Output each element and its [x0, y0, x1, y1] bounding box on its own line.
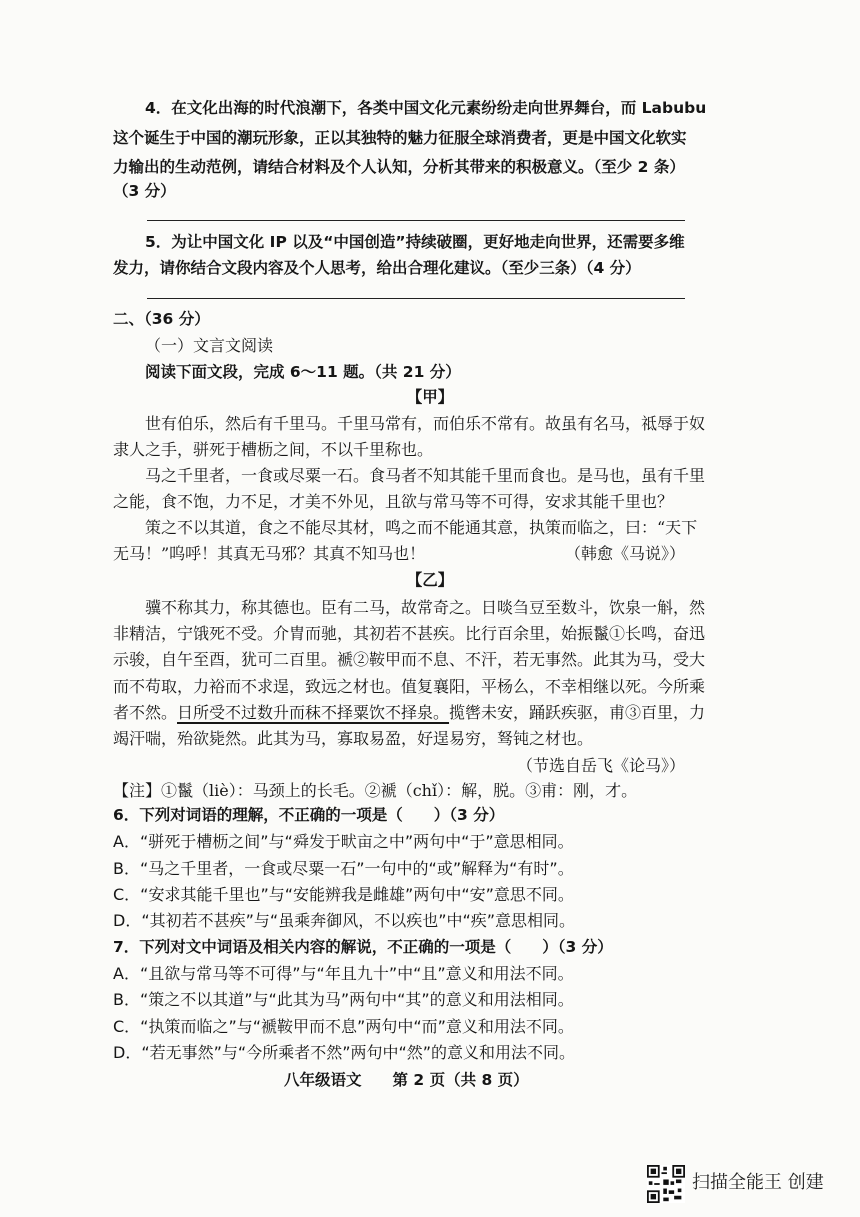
q6-stem: 6．下列对词语的理解，不正确的一项是（ ）（3 分） — [113, 806, 505, 824]
jia-line-5: 策之不以其道，食之不能尽其材，鸣之而不能通其意，执策而临之，曰：“天下 — [145, 518, 698, 537]
jia-source: （韩愈《马说》） — [564, 544, 685, 563]
page-footer: 八年级语文 第 2 页（共 8 页） — [284, 1071, 529, 1089]
jia-label: 【甲】 — [406, 388, 454, 406]
section-subheading: （一）文言文阅读 — [145, 336, 274, 355]
jia-line-1: 世有伯乐，然后有千里马。千里马常有，而伯乐不常有。故虽有名马，祗辱于奴 — [145, 414, 706, 433]
q7-option-c: C．“执策而临之”与“褫鞍甲而不息”两句中“而”意义和用法不同。 — [113, 1017, 574, 1036]
yi-underlined-sentence: 日所受不过数升而秣不择粟饮不择泉。 — [177, 703, 450, 722]
q5-line-2: 发力，请你结合文段内容及个人思考，给出合理化建议。（至少三条）（4 分） — [113, 259, 641, 277]
jia-line-2: 隶人之手，骈死于槽枥之间，不以千里称也。 — [113, 440, 434, 459]
q6-option-d: D．“其初若不甚疾”与“虽乘奔御风，不以疾也”中“疾”意思相同。 — [113, 911, 576, 930]
yi-source: （节选自岳飞《论马》） — [516, 756, 685, 775]
q4-answer-line — [147, 220, 685, 221]
q7-option-a: A．“且欲与常马等不可得”与“年且九十”中“且”意义和用法不同。 — [113, 964, 574, 983]
q6-option-c: C．“安求其能千里也”与“安能辨我是雌雄”两句中“安”意思不同。 — [113, 885, 574, 904]
yi-line-5-pre: 者不然。 — [113, 703, 178, 722]
jia-line-3: 马之千里者，一食或尽粟一石。食马者不知其能千里而食也。是马也，虽有千里 — [145, 466, 706, 485]
section-heading: 二、（36 分） — [113, 310, 210, 328]
yi-line-5-post: 揽辔未安，踊跃疾驱，甫③百里，力 — [449, 703, 706, 722]
jia-line-4: 之能，食不饱，力不足，才美不外见，且欲与常马等不可得，安求其能千里也？ — [113, 492, 674, 511]
yi-label: 【乙】 — [406, 571, 454, 589]
section-instruction: 阅读下面文段，完成 6～11 题。（共 21 分） — [145, 363, 461, 381]
q4-line-1: 4．在文化出海的时代浪潮下，各类中国文化元素纷纷走向世界舞台，而 Labubu — [145, 99, 707, 117]
q7-stem: 7．下列对文中词语及相关内容的解说，不正确的一项是（ ）（3 分） — [113, 938, 613, 956]
annotation-note: 【注】①鬣（liè）：马颈上的长毛。②褫（chǐ）：解，脱。③甫：刚，才。 — [113, 781, 638, 800]
yi-line-6: 竭汗喘，殆欲毙然。此其为马，寡取易盈，好逞易穷，驽钝之材也。 — [113, 729, 594, 748]
yi-line-1: 骥不称其力，称其德也。臣有二马，故常奇之。日啖刍豆至数斗，饮泉一斛，然 — [145, 598, 706, 617]
q7-option-d: D．“若无事然”与“今所乘者不然”两句中“然”的意义和用法不同。 — [113, 1043, 576, 1062]
q6-option-a: A．“骈死于槽枥之间”与“舜发于畎亩之中”两句中“于”意思相同。 — [113, 832, 574, 851]
jia-line-6: 无马！”呜呼！其真无马邪？其真不知马也！ — [113, 544, 426, 563]
yi-line-2: 非精洁，宁饿死不受。介胄而驰，其初若不甚疾。比行百余里，始振鬣①长鸣，奋迅 — [113, 624, 706, 643]
q4-line-4: （3 分） — [113, 182, 176, 200]
qr-code-icon — [647, 1165, 685, 1203]
q5-line-1: 5．为让中国文化 IP 以及“中国创造”持续破圈，更好地走向世界，还需要多维 — [145, 233, 685, 251]
yi-line-5 — [113, 703, 705, 723]
q4-line-2: 这个诞生于中国的潮玩形象，正以其独特的魅力征服全球消费者，更是中国文化软实 — [113, 129, 687, 147]
q5-answer-line — [147, 298, 685, 299]
yi-line-3: 示骏，自午至酉，犹可二百里。褫②鞍甲而不息、不汗，若无事然。此其为马，受大 — [113, 650, 706, 669]
yi-line-4: 而不苟取，力裕而不求逞，致远之材也。值复襄阳，平杨么，不幸相继以死。今所乘 — [113, 677, 706, 696]
q7-option-b: B．“策之不以其道”与“此其为马”两句中“其”的意义和用法相同。 — [113, 990, 574, 1009]
q6-option-b: B．“马之千里者，一食或尽粟一石”一句中的“或”解释为“有时”。 — [113, 859, 574, 878]
q4-line-3: 力输出的生动范例，请结合材料及个人认知，分析其带来的积极意义。（至少 2 条） — [113, 158, 685, 176]
scanner-watermark: 扫描全能王 创建 — [692, 1172, 824, 1193]
